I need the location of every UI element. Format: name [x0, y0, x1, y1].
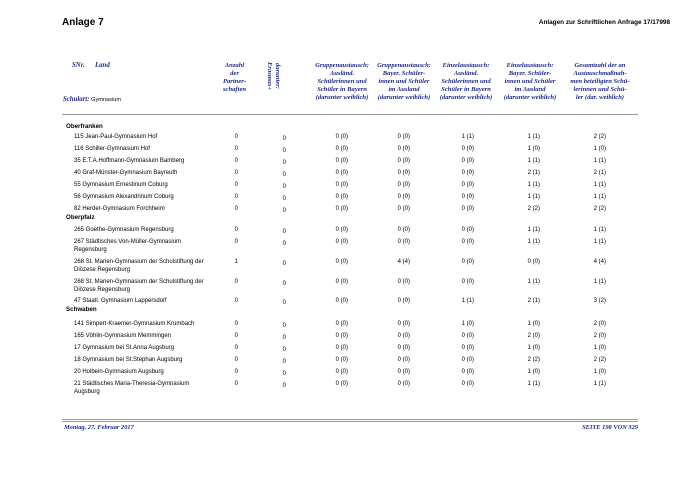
gruppen-ausland-cell: 0 (0) — [335, 158, 348, 164]
gruppen-bayern-cell: 0 (0) — [397, 321, 410, 327]
footer-divider — [62, 419, 638, 420]
partner-count: 0 — [234, 321, 238, 327]
gruppen-ausland-cell: 0 (0) — [335, 333, 348, 339]
column-header-gruppen-ausland — [309, 62, 375, 102]
erasmus-count: 0 — [282, 347, 286, 353]
gesamt-cell: 2 (1) — [593, 170, 606, 176]
einzel-ausland-cell: 0 (0) — [461, 279, 474, 285]
partner-count: 0 — [234, 158, 238, 164]
einzel-bayern-cell: 1 (1) — [527, 239, 540, 245]
einzel-ausland-cell: 0 (0) — [461, 357, 474, 363]
einzel-bayern-cell: 1 (0) — [527, 345, 540, 351]
document-title: Anlage 7 — [62, 17, 104, 28]
header-line: Einzelaustausch: — [442, 62, 490, 69]
gruppen-bayern-cell: 0 (0) — [397, 158, 410, 164]
gruppen-bayern-cell: 0 (0) — [397, 369, 410, 375]
school-name-text: 115 Jean-Paul-Gymnasium Hof — [74, 134, 158, 140]
gesamt-cell: 2 (2) — [593, 206, 606, 212]
partner-count: 0 — [234, 381, 238, 387]
column-header-gruppen-bayern — [371, 62, 437, 102]
einzel-bayern-cell: 1 (1) — [527, 158, 540, 164]
gruppen-ausland-cell: 0 (0) — [335, 369, 348, 375]
erasmus-count: 0 — [282, 184, 286, 190]
erasmus-count: 0 — [282, 261, 286, 267]
school-name — [66, 369, 232, 377]
gruppen-ausland-cell: 0 (0) — [335, 170, 348, 176]
gruppen-ausland-cell: 0 (0) — [335, 134, 348, 140]
school-name-text: 268 St. Marien-Gymnasium der Schulstiftung der Diözese Regensburg — [74, 279, 204, 293]
einzel-bayern-cell: 1 (1) — [527, 279, 540, 285]
gruppen-bayern-cell: 0 (0) — [397, 227, 410, 233]
partner-count: 0 — [234, 146, 238, 152]
einzel-ausland-cell: 0 (0) — [461, 158, 474, 164]
school-name-text: 35 E.T.A.Hoffmann-Gymnasium Bamberg — [74, 158, 185, 164]
header-line: darunter: — [274, 62, 281, 89]
gesamt-cell: 1 (1) — [593, 227, 606, 233]
school-name-text: 267 Städtisches Von-Müller-Gymnasium Regensburg — [74, 239, 182, 253]
gruppen-bayern-cell: 0 (0) — [397, 381, 410, 387]
gruppen-ausland-cell: 0 (0) — [335, 298, 348, 304]
gruppen-ausland-cell: 0 (0) — [335, 206, 348, 212]
einzel-ausland-cell: 0 (0) — [461, 259, 474, 265]
school-name — [66, 227, 232, 235]
gruppen-bayern-cell: 0 (0) — [397, 345, 410, 351]
header-line: Schüler in Bayern — [441, 86, 491, 94]
gruppen-bayern-cell: 0 (0) — [397, 206, 410, 212]
einzel-ausland-cell: 1 (1) — [461, 298, 474, 304]
header-line: Schülerinnen und — [441, 78, 491, 86]
school-name-text: 17 Gymnasium bei St.Anna Augsburg — [74, 345, 175, 351]
school-name — [66, 206, 232, 214]
einzel-ausland-cell: 0 (0) — [461, 333, 474, 339]
school-name-text: 268 St. Marien-Gymnasium der Schulstiftung der Diözese Regensburg — [74, 259, 204, 273]
gesamt-cell: 1 (1) — [593, 279, 606, 285]
erasmus-count: 0 — [282, 300, 286, 306]
header-line: Erasmus+ — [266, 62, 274, 90]
school-name-text: 55 Gymnasium Ernestinum Coburg — [74, 182, 168, 188]
erasmus-count: 0 — [282, 172, 286, 178]
header-line: im Ausland — [514, 86, 546, 94]
erasmus-count: 0 — [282, 383, 286, 389]
header-line: (darunter weiblich) — [503, 94, 557, 102]
school-name — [66, 345, 232, 353]
header-line: (darunter weiblich) — [377, 94, 431, 102]
einzel-ausland-cell: 0 (0) — [461, 239, 474, 245]
partner-count: 0 — [234, 298, 238, 304]
schulart-label — [63, 96, 121, 104]
einzel-bayern-cell: 2 (1) — [527, 298, 540, 304]
einzel-ausland-cell: 0 (0) — [461, 194, 474, 200]
gruppen-ausland-cell: 0 (0) — [335, 146, 348, 152]
partner-count: 0 — [234, 279, 238, 285]
header-line: Gruppenaustausch: — [377, 62, 431, 69]
gesamt-cell: 1 (1) — [593, 381, 606, 387]
einzel-bayern-cell: 1 (1) — [527, 227, 540, 233]
erasmus-count: 0 — [282, 359, 286, 365]
school-name-text: 141 Simpert-Kraemer-Gymnasium Krumbach — [74, 321, 195, 327]
einzel-bayern-cell: 0 (0) — [527, 259, 540, 265]
einzel-bayern-cell: 2 (1) — [527, 170, 540, 176]
school-name-text: 47 Staatl. Gymnasium Lappersdorf — [74, 298, 167, 304]
header-line: Bayer. Schüler- — [508, 70, 552, 78]
header-line: Gruppenaustausch: — [315, 62, 369, 69]
erasmus-count: 0 — [282, 160, 286, 166]
school-name — [66, 259, 232, 274]
einzel-ausland-cell: 0 (0) — [461, 345, 474, 351]
header-divider — [62, 114, 638, 115]
gesamt-cell: 2 (0) — [593, 321, 606, 327]
header-line: lerinnen und Schü- — [573, 86, 627, 94]
section-heading: Oberfranken — [66, 123, 103, 130]
schulart-value: Gymnasium — [91, 97, 121, 103]
header-line: (darunter weiblich) — [439, 94, 493, 102]
header-line: Ausländ. — [329, 70, 355, 78]
header-line: innen und Schüler — [504, 78, 556, 86]
gruppen-bayern-cell: 4 (4) — [397, 259, 410, 265]
column-header-darunter — [265, 62, 279, 108]
partner-count: 0 — [234, 194, 238, 200]
school-name — [66, 357, 232, 365]
einzel-ausland-cell: 0 (0) — [461, 182, 474, 188]
gesamt-cell: 1 (1) — [593, 158, 606, 164]
gruppen-ausland-cell: 0 (0) — [335, 345, 348, 351]
erasmus-count: 0 — [282, 323, 286, 329]
einzel-ausland-cell: 1 (1) — [461, 134, 474, 140]
gruppen-bayern-cell: 0 (0) — [397, 357, 410, 363]
header-line: Einzelaustausch: — [506, 62, 554, 69]
school-name — [66, 381, 232, 396]
header-line: Anzahl — [224, 62, 245, 69]
einzel-bayern-cell: 2 (2) — [527, 206, 540, 212]
partner-count: 1 — [234, 259, 238, 265]
erasmus-count: 0 — [282, 208, 286, 214]
header-line: der — [230, 70, 239, 78]
school-name — [66, 158, 232, 166]
gesamt-cell: 1 (0) — [593, 369, 606, 375]
school-name — [66, 146, 232, 154]
gesamt-cell: 1 (0) — [593, 146, 606, 152]
gruppen-bayern-cell: 0 (0) — [397, 239, 410, 245]
gruppen-ausland-cell: 0 (0) — [335, 279, 348, 285]
header-line: Partner- — [222, 78, 247, 86]
school-name-text: 40 Graf-Münster-Gymnasium Bayreuth — [74, 170, 178, 176]
partner-count: 0 — [234, 369, 238, 375]
header-line: men beteiligten Schü- — [570, 78, 630, 86]
school-name — [66, 239, 232, 254]
gruppen-bayern-cell: 0 (0) — [397, 182, 410, 188]
footer-page-number: SEITE 198 VON 329 — [582, 424, 638, 431]
header-line: ler (dar. weiblich) — [575, 94, 625, 102]
einzel-bayern-cell: 1 (1) — [527, 194, 540, 200]
column-header-einzel-bayern — [498, 62, 562, 102]
einzel-bayern-cell: 1 (0) — [527, 369, 540, 375]
column-header-snr: SNr. — [72, 62, 85, 69]
school-name — [66, 279, 232, 294]
gruppen-ausland-cell: 0 (0) — [335, 239, 348, 245]
school-name — [66, 170, 232, 178]
erasmus-count: 0 — [282, 196, 286, 202]
einzel-bayern-cell: 1 (1) — [527, 381, 540, 387]
gruppen-ausland-cell: 0 (0) — [335, 321, 348, 327]
header-line: Schülerinnen und — [317, 78, 367, 86]
einzel-bayern-cell: 2 (2) — [527, 357, 540, 363]
header-line: im Ausland — [388, 86, 420, 94]
gesamt-cell: 2 (0) — [593, 333, 606, 339]
school-name — [66, 321, 232, 329]
erasmus-count: 0 — [282, 335, 286, 341]
school-name — [66, 134, 232, 142]
school-name-text: 82 Herder-Gymnasium Forchheim — [74, 206, 165, 212]
schulart-label-text: Schulart: — [63, 96, 90, 103]
header-line: Schüler in Bayern — [317, 86, 367, 94]
school-name — [66, 333, 232, 341]
erasmus-count: 0 — [282, 281, 286, 287]
gruppen-bayern-cell: 0 (0) — [397, 298, 410, 304]
erasmus-count: 0 — [282, 136, 286, 142]
gruppen-bayern-cell: 0 (0) — [397, 333, 410, 339]
school-name — [66, 194, 232, 202]
header-line: Bayer. Schüler- — [382, 70, 426, 78]
header-line: schaften — [222, 86, 247, 94]
gruppen-ausland-cell: 0 (0) — [335, 259, 348, 265]
einzel-bayern-cell: 1 (0) — [527, 146, 540, 152]
einzel-ausland-cell: 0 (0) — [461, 146, 474, 152]
document-reference: Anlagen zur Schriftlichen Anfrage 17/17998 — [538, 19, 670, 26]
header-line: (darunter weiblich) — [315, 94, 369, 102]
gesamt-cell: 1 (0) — [593, 345, 606, 351]
school-name-text: 265 Goethe-Gymnasium Regensburg — [74, 227, 174, 233]
partner-count: 0 — [234, 357, 238, 363]
einzel-ausland-cell: 0 (0) — [461, 227, 474, 233]
gruppen-bayern-cell: 0 (0) — [397, 170, 410, 176]
school-name-text: 18 Gymnasium bei St.Stephan Augsburg — [74, 357, 183, 363]
gruppen-ausland-cell: 0 (0) — [335, 194, 348, 200]
einzel-bayern-cell: 1 (1) — [527, 134, 540, 140]
column-header-land: Land — [95, 62, 110, 69]
gesamt-cell: 4 (4) — [593, 259, 606, 265]
school-name — [66, 298, 232, 306]
erasmus-count: 0 — [282, 148, 286, 154]
partner-count: 0 — [234, 239, 238, 245]
header-line: innen und Schüler — [378, 78, 430, 86]
gesamt-cell: 1 (1) — [593, 182, 606, 188]
einzel-ausland-cell: 0 (0) — [461, 369, 474, 375]
erasmus-count: 0 — [282, 371, 286, 377]
einzel-ausland-cell: 0 (0) — [461, 381, 474, 387]
einzel-bayern-cell: 1 (0) — [527, 321, 540, 327]
gruppen-ausland-cell: 0 (0) — [335, 227, 348, 233]
partner-count: 0 — [234, 134, 238, 140]
einzel-ausland-cell: 1 (0) — [461, 321, 474, 327]
gesamt-cell: 1 (1) — [593, 239, 606, 245]
gruppen-ausland-cell: 0 (0) — [335, 357, 348, 363]
footer-date: Montag, 27. Februar 2017 — [64, 424, 134, 431]
school-name — [66, 182, 232, 190]
section-heading: Schwaben — [66, 306, 97, 313]
section-heading: Oberpfalz — [66, 214, 95, 221]
gruppen-bayern-cell: 0 (0) — [397, 146, 410, 152]
column-header-darunter-text — [266, 62, 281, 90]
partner-count: 0 — [234, 170, 238, 176]
partner-count: 0 — [234, 333, 238, 339]
footer-divider-2 — [62, 421, 638, 422]
column-header-einzel-ausland — [435, 62, 497, 102]
header-line: Gesamtzahl der an — [574, 62, 626, 69]
einzel-bayern-cell: 2 (0) — [527, 333, 540, 339]
gruppen-bayern-cell: 0 (0) — [397, 279, 410, 285]
einzel-bayern-cell: 1 (1) — [527, 182, 540, 188]
gruppen-ausland-cell: 0 (0) — [335, 381, 348, 387]
gesamt-cell: 3 (2) — [593, 298, 606, 304]
gesamt-cell: 2 (2) — [593, 134, 606, 140]
partner-count: 0 — [234, 345, 238, 351]
einzel-ausland-cell: 0 (0) — [461, 206, 474, 212]
gruppen-bayern-cell: 0 (0) — [397, 194, 410, 200]
column-header-anzahl — [212, 62, 257, 94]
erasmus-count: 0 — [282, 241, 286, 247]
header-line: Austauschmaßnah- — [573, 70, 627, 78]
column-header-gesamtzahl — [565, 62, 635, 102]
school-name-text: 165 Vöhlin-Gymnasium Memmingen — [74, 333, 172, 339]
school-name-text: 116 Schiller-Gymnasium Hof — [74, 146, 150, 152]
partner-count: 0 — [234, 182, 238, 188]
school-name-text: 56 Gymnasium Alexandrinum Coburg — [74, 194, 174, 200]
partner-count: 0 — [234, 227, 238, 233]
gruppen-ausland-cell: 0 (0) — [335, 182, 348, 188]
school-name-text: 20 Holbein-Gymnasium Augsburg — [74, 369, 164, 375]
einzel-ausland-cell: 0 (0) — [461, 170, 474, 176]
gesamt-cell: 2 (2) — [593, 357, 606, 363]
header-line: Ausländ. — [453, 70, 479, 78]
gruppen-bayern-cell: 0 (0) — [397, 134, 410, 140]
erasmus-count: 0 — [282, 229, 286, 235]
school-name-text: 21 Städtisches Maria-Theresia-Gymnasium Augsburg — [74, 381, 190, 395]
partner-count: 0 — [234, 206, 238, 212]
gesamt-cell: 1 (1) — [593, 194, 606, 200]
